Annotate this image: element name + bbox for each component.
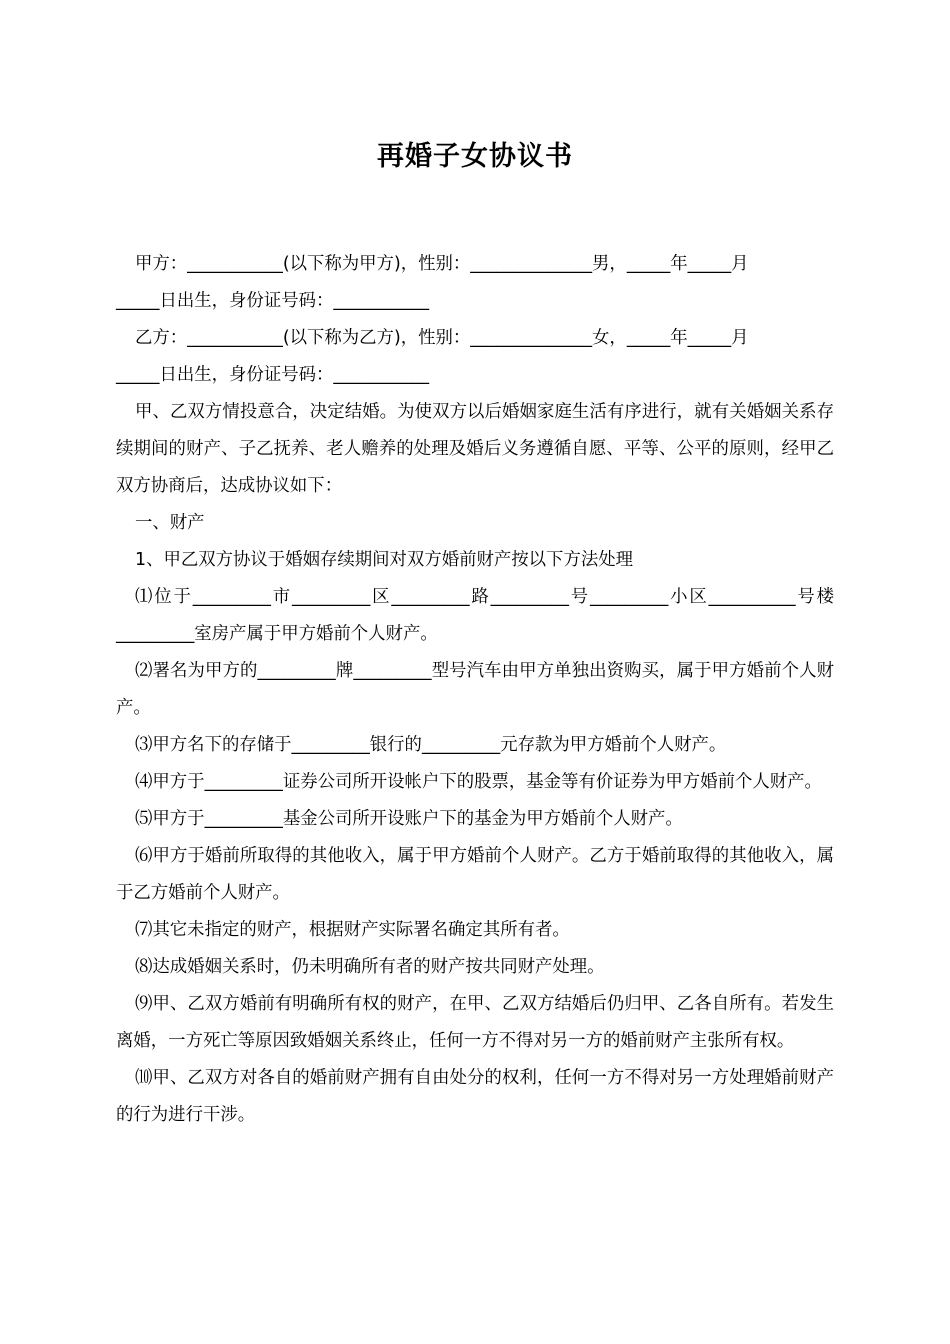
clause-item-5: ⑸甲方于_________基金公司所开设账户下的基金为甲方婚前个人财产。	[135, 809, 683, 829]
clause-1: 1、甲乙双方协议于婚姻存续期间对双方婚前财产按以下方法处理	[135, 550, 634, 570]
section-heading-property: 一、财产	[135, 513, 205, 533]
clause-item-1: ⑴位于_________市_________区_________路_________号_________小区__________号楼_________室房产属于甲方婚前个人财产。	[116, 587, 834, 644]
clause-item-9: ⑼甲、乙双方婚前有明确所有权的财产，在甲、乙双方结婚后仍归甲、乙各自所有。若发生离婚，一方死亡等原因致婚姻关系终止，任何一方不得对另一方的婚前财产主张所有权。	[116, 994, 834, 1051]
party-b-line-2: _____日出生，身份证号码：___________	[116, 365, 430, 385]
clause-item-4: ⑷甲方于_________证券公司所开设帐户下的股票，基金等有价证券为甲方婚前个人财产。	[135, 772, 822, 792]
clause-item-7: ⑺其它未指定的财产，根据财产实际署名确定其所有者。	[135, 920, 570, 940]
clause-item-6: ⑹甲方于婚前所取得的其他收入，属于甲方婚前个人财产。乙方于婚前取得的其他收入，属于乙方婚前个人财产。	[116, 846, 834, 903]
document-title: 再婚子女协议书	[377, 141, 573, 172]
clause-item-8: ⑻达成婚姻关系时，仍未明确所有者的财产按共同财产处理。	[135, 957, 605, 977]
party-a-line-1: 甲方：___________(以下称为甲方)，性别：______________男，_____年_____月	[135, 254, 749, 274]
clause-item-10: ⑽甲、乙双方对各自的婚前财产拥有自由处分的权利，任何一方不得对另一方处理婚前财产的行为进行干涉。	[116, 1068, 834, 1125]
preamble-paragraph: 甲、乙双方情投意合，决定结婚。为使双方以后婚姻家庭生活有序进行，就有关婚姻关系存续期间的财产、子乙抚养、老人赡养的处理及婚后义务遵循自愿、平等、公平的原则，经甲乙双方协商后，达成协议如下：	[116, 402, 834, 496]
clause-item-3: ⑶甲方名下的存储于_________银行的_________元存款为甲方婚前个人财产。	[135, 735, 727, 755]
party-a-line-2: _____日出生，身份证号码：___________	[116, 291, 430, 311]
clause-item-2: ⑵署名为甲方的_________牌_________型号汽车由甲方单独出资购买，属于甲方婚前个人财产。	[116, 661, 834, 718]
party-b-line-1: 乙方：___________(以下称为乙方)，性别：______________女，_____年_____月	[135, 328, 749, 348]
document-body	[116, 246, 834, 1134]
